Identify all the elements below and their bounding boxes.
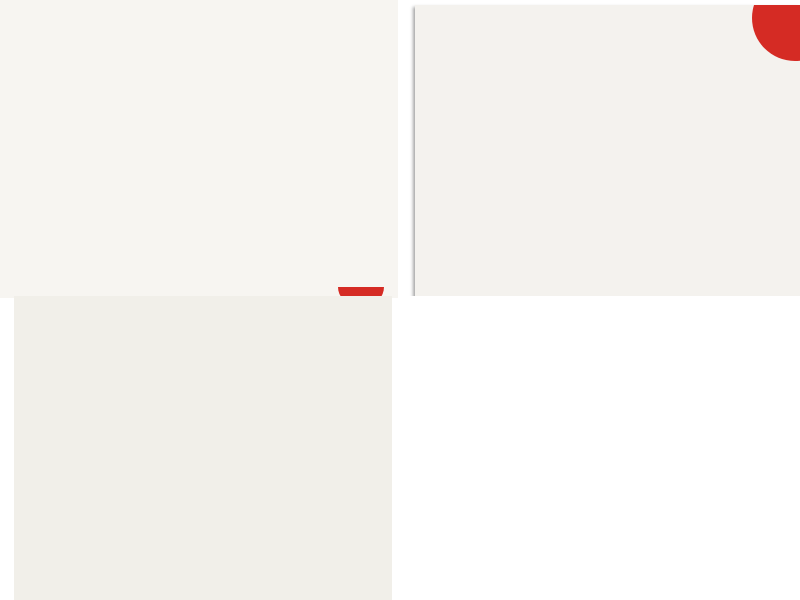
menu-panel-brunch bbox=[415, 5, 800, 298]
menu-panel-drinks bbox=[400, 296, 800, 600]
menu-panel-salads-bakery bbox=[14, 296, 392, 600]
menu-panel-lunch bbox=[0, 0, 398, 298]
brand-ribbon bbox=[752, 5, 800, 61]
